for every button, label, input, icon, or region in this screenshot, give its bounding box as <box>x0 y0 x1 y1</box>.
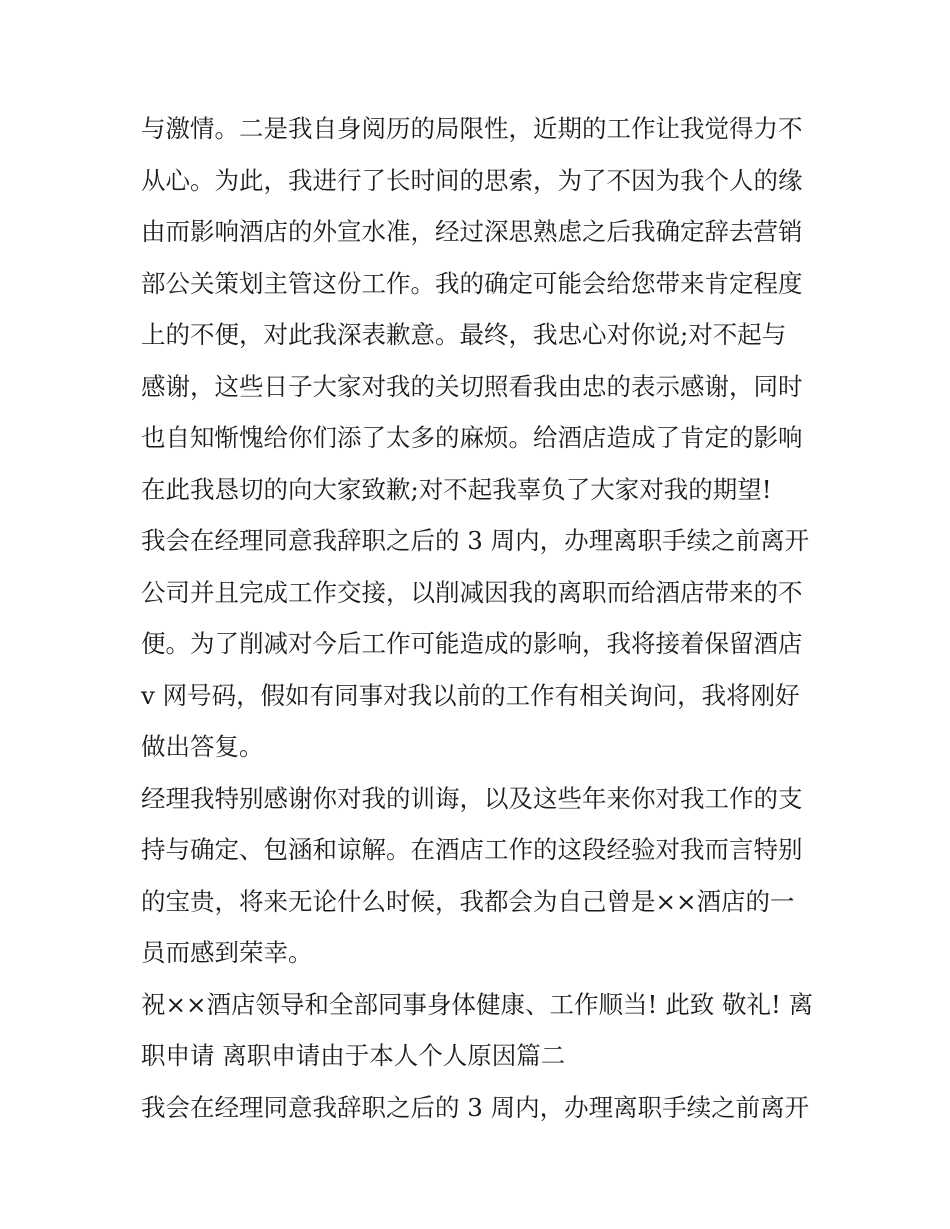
text-line: 与激情。二是我自身阅历的局限性，近期的工作让我觉得力不 <box>141 114 803 143</box>
document-body <box>141 103 813 1133</box>
text-line: 从心。为此，我进行了长时间的思索，为了不因为我个人的缘 <box>141 165 803 195</box>
text-line: 职申请 离职申请由于本人个人原因篇二 <box>141 1041 566 1070</box>
text-line: 公司并且完成工作交接，以削减因我的离职而给酒店带来的不 <box>141 577 803 607</box>
text-line: 持与确定、包涵和谅解。在酒店工作的这段经验对我而言特别 <box>141 835 803 864</box>
text-line: 部公关策划主管这份工作。我的确定可能会给您带来肯定程度 <box>141 268 803 298</box>
text-line: 员而感到荣幸。 <box>141 938 313 967</box>
text-line: 在此我恳切的向大家致歉;对不起我辜负了大家对我的期望! <box>141 474 772 504</box>
text-line: 祝××酒店领导和全部同事身体健康、工作顺当! 此致 敬礼! 离 <box>141 989 814 1019</box>
text-line: 做出答复。 <box>141 732 264 761</box>
text-line: 上的不便，对此我深表歉意。最终，我忠心对你说;对不起与 <box>141 320 787 349</box>
text-line: 的宝贵，将来无论什么时候，我都会为自己曾是××酒店的一 <box>141 886 795 916</box>
text-line: 感谢，这些日子大家对我的关切照看我由忠的表示感谢，同时 <box>141 371 803 401</box>
text-line: 经理我特别感谢你对我的训诲，以及这些年来你对我工作的支 <box>141 783 803 813</box>
text-line: 我会在经理同意我辞职之后的 3 周内，办理离职手续之前离开 <box>141 526 810 555</box>
text-line: v 网号码，假如有同事对我以前的工作有相关询问，我将刚好 <box>141 680 800 710</box>
text-line: 由而影响酒店的外宣水准，经过深思熟虑之后我确定辞去营销 <box>141 217 803 246</box>
text-line: 我会在经理同意我辞职之后的 3 周内，办理离职手续之前离开 <box>141 1092 810 1122</box>
text-line: 也自知惭愧给你们添了太多的麻烦。给酒店造成了肯定的影响 <box>141 423 803 452</box>
text-line: 便。为了削减对今后工作可能造成的影响，我将接着保留酒店 <box>141 629 803 658</box>
